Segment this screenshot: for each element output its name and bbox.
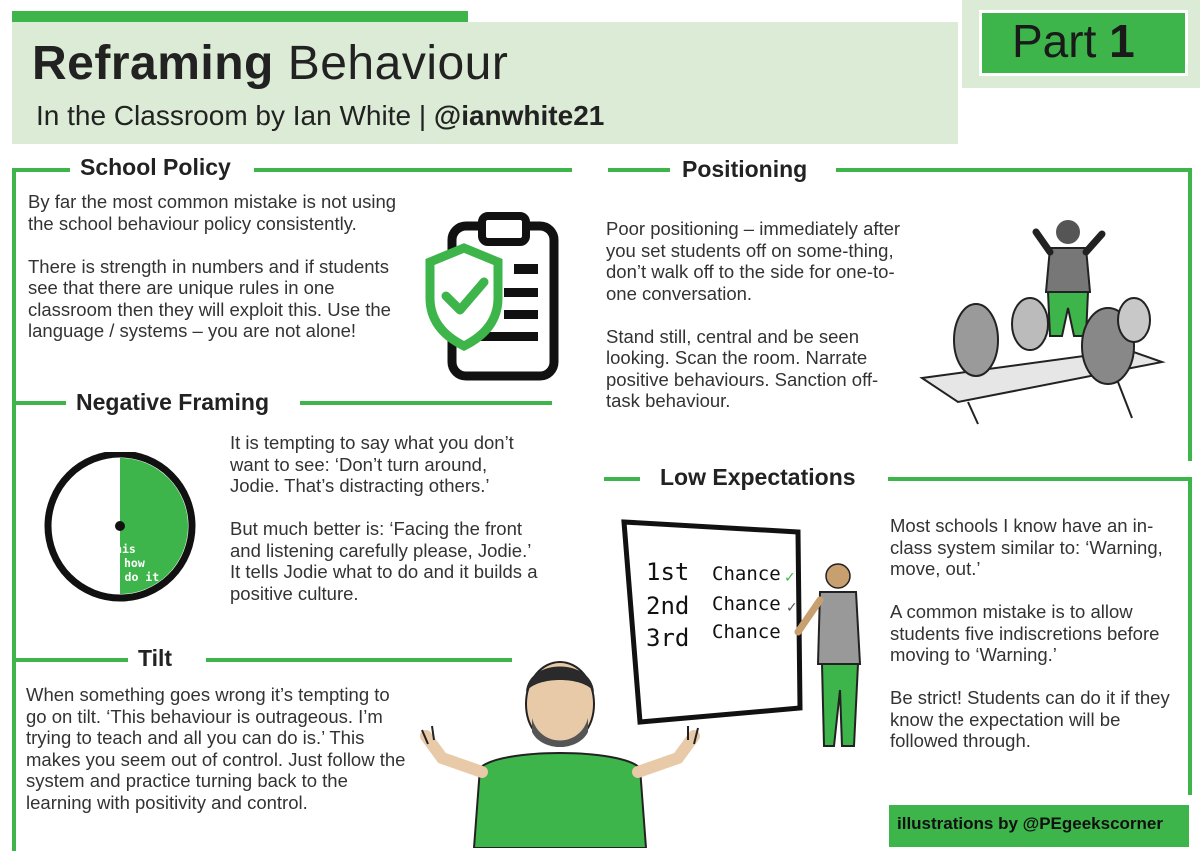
teacher-standing-before-class-illustration: [918, 212, 1168, 432]
left-column-rule: [12, 168, 16, 851]
negative-framing-rule-right: [300, 401, 552, 405]
tilt-text: [26, 684, 410, 813]
negative-framing-text: [230, 432, 540, 604]
clock-caption-line: is how: [103, 556, 145, 570]
board-ordinal: 1st: [646, 558, 690, 586]
clock-caption-line: This: [108, 542, 136, 556]
board-word: Chance: [712, 621, 781, 643]
board-tick: ✓: [784, 570, 796, 586]
board-word: Chance: [712, 563, 781, 585]
low-expectations-heading: Low Expectations: [656, 464, 860, 491]
page-subtitle: [36, 100, 604, 132]
shrugging-man-illustration: [420, 648, 700, 848]
half-clock-icon: [40, 452, 200, 612]
negative-framing-paragraph: But much better is: ‘Facing the front and listening carefully please, Jodie.’ It tells Jodie what to do and it builds a positive culture.: [230, 518, 538, 604]
low-expectations-paragraph: Be strict! Students can do it if they know the expectation will be followed through.: [890, 687, 1170, 751]
tilt-rule-left: [12, 658, 128, 662]
board-ordinal: 3rd: [646, 624, 690, 652]
low-expectations-rule-side: [1188, 477, 1192, 795]
board-word: Chance: [712, 593, 781, 615]
low-expectations-paragraph: Most schools I know have an in-class system similar to: ‘Warning, move, out.’: [890, 515, 1163, 579]
part-word: Part: [1012, 15, 1097, 67]
negative-framing-rule-left: [12, 401, 66, 405]
tilt-paragraph: When something goes wrong it’s tempting to go on tilt. ‘This behaviour is outrageous. I’m trying to teach and all you can do is.’ This makes you seem out of control. Just follow the system and practice turning back to the learning with positivity and control.: [26, 684, 406, 813]
school-policy-text: [28, 191, 408, 342]
school-policy-paragraph: There is strength in numbers and if students see that there are unique rules in one classroom then they will exploit this. Use the language / systems – you are not alone!: [28, 255, 391, 341]
school-policy-paragraph: By far the most common mistake is not using the school behaviour policy consistently.: [28, 191, 397, 234]
positioning-rule-left: [608, 168, 670, 172]
part-number: 1: [1109, 15, 1135, 67]
tilt-heading: Tilt: [134, 645, 176, 672]
title-light: Behaviour: [287, 37, 509, 90]
low-expectations-rule-left: [604, 477, 640, 481]
school-policy-rule-left: [12, 168, 70, 172]
low-expectations-rule-right: [888, 477, 1192, 481]
low-expectations-paragraph: A common mistake is to allow students five indiscretions before moving to ‘Warning.’: [890, 601, 1160, 665]
illustration-credit: illustrations by @PEgeekscorner: [897, 814, 1163, 833]
subtitle-text: In the Classroom by Ian White |: [36, 100, 434, 131]
low-expectations-text: [890, 515, 1180, 752]
school-policy-rule-right: [254, 168, 572, 172]
author-handle: @ianwhite21: [433, 100, 605, 131]
school-policy-heading: School Policy: [76, 154, 235, 181]
clock-caption-line: not do it: [96, 570, 160, 584]
board-ordinal: 2nd: [646, 592, 690, 620]
clipboard-shield-icon: [420, 212, 560, 382]
positioning-paragraph: Poor positioning – immediately after you set students off on some-thing, don’t walk off to the side for one-to-one conversation.: [606, 218, 901, 304]
positioning-rule-side: [1188, 168, 1192, 461]
page-title: [32, 36, 508, 91]
negative-framing-paragraph: It is tempting to say what you don’t want to see: ‘Don’t turn around, Jodie. That’s distracting others.’: [230, 432, 514, 496]
header-accent-bar: [12, 11, 468, 22]
positioning-rule-right: [836, 168, 1192, 172]
negative-framing-heading: Negative Framing: [72, 389, 273, 416]
board-tick: ✓: [786, 600, 798, 616]
positioning-text: [606, 218, 906, 412]
positioning-paragraph: Stand still, central and be seen looking. Scan the room. Narrate positive behaviours. Sanction off-task behaviour.: [606, 325, 879, 411]
positioning-heading: Positioning: [678, 156, 811, 183]
title-bold: Reframing: [32, 37, 274, 90]
part-label: [1012, 14, 1135, 68]
